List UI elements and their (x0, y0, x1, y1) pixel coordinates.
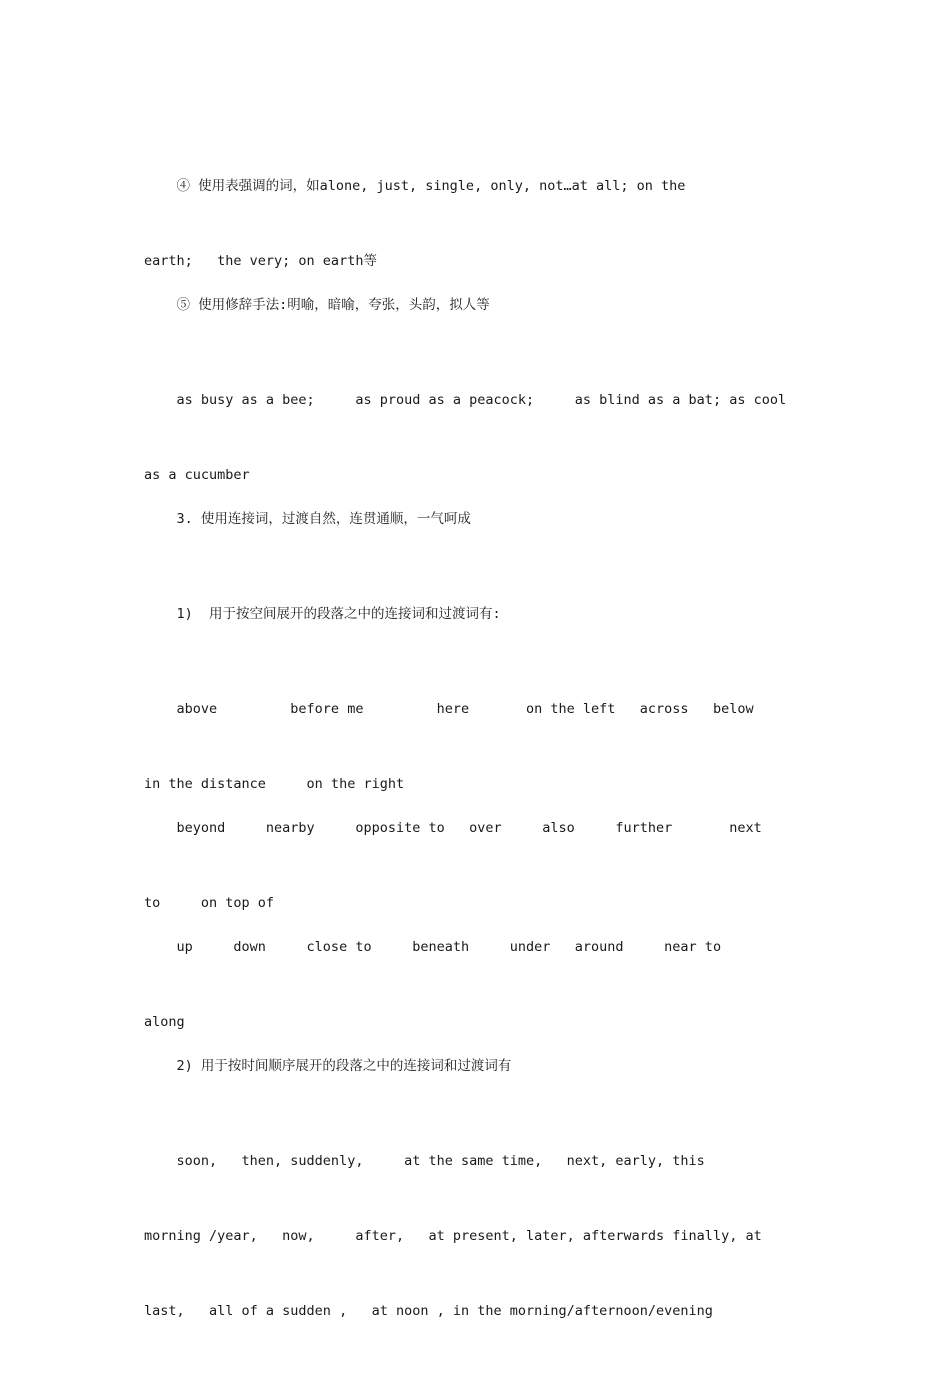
text-line: beyond nearby opposite to over also further next (144, 820, 762, 836)
text-line: along (144, 1014, 185, 1030)
text-line: morning /year, now, after, at present, later, afterwards finally, at (144, 1228, 762, 1244)
text-line: as a cucumber (144, 467, 250, 483)
text-line: 1) 用于按空间展开的段落之中的连接词和过渡词有: (144, 606, 501, 622)
text-line: last, all of a sudden , at noon , in the morning/afternoon/evening (144, 1303, 713, 1319)
text-line: to on top of (144, 895, 275, 911)
text-line: above before me here on the left across below (144, 701, 754, 717)
temporal-words (144, 1099, 814, 1374)
text-line: earth; the very; on earth等 (144, 253, 377, 269)
text-line: in the distance on the right (144, 776, 405, 792)
text-line: ④ 使用表强调的词，如alone, just, single, only, not…at all; on the (144, 178, 686, 194)
text-line: as busy as a bee; as proud as a peacock; as blind as a bat; as cool (144, 392, 787, 408)
text-line: ⑤ 使用修辞手法:明喻，暗喻，夸张，头韵，拟人等 (144, 297, 490, 313)
text-line: 2) 用于按时间顺序展开的段落之中的连接词和过渡词有 (144, 1058, 512, 1074)
text-line: 3. 使用连接词，过渡自然，连贯通顺，一气呵成 (144, 511, 471, 527)
text-line: soon, then, suddenly, at the same time, next, early, this (144, 1153, 705, 1169)
text-line: up down close to beneath under around near to (144, 939, 722, 955)
